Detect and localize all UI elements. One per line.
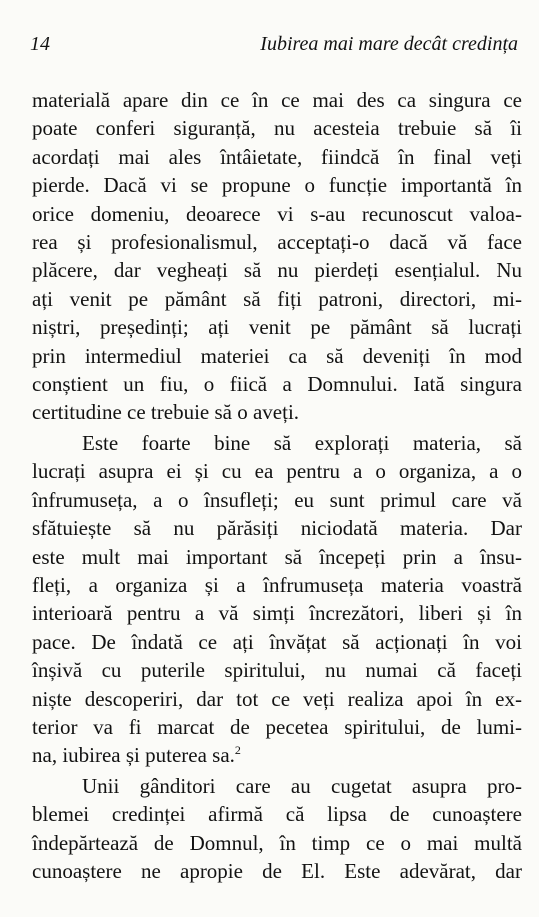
footnote-marker: 2 — [234, 743, 241, 758]
text-line: pierde. Dacă vi se propune o funcție importantă în — [32, 173, 522, 198]
paragraph-1 — [32, 86, 522, 427]
page-header — [30, 30, 518, 58]
page-number: 14 — [30, 33, 50, 55]
text-line: este mult mai important să începeți prin a însu- — [32, 544, 522, 569]
paragraph-3 — [32, 772, 522, 886]
paragraph-2 — [32, 429, 522, 770]
text-line: îndepărtează de Domnul, în timp ce o mai multă — [32, 830, 522, 855]
text-line: fleți, a organiza și a înfrumuseța materia voastră — [32, 572, 522, 597]
text-line: Unii gânditori care au cugetat asupra pro- — [82, 773, 522, 798]
text-line: sfătuiește să nu părăsiți niciodată materia. Dar — [32, 516, 522, 541]
text-line: poate conferi siguranță, nu acesteia trebuie să îi — [32, 116, 522, 141]
text-line: terior va fi marcat de pecetea spiritului, de lumi- — [32, 714, 522, 739]
text-line: rea și profesionalismul, acceptați-o dacă vă face — [32, 230, 522, 255]
text-line: prin intermediul materiei ca să deveniți în mod — [32, 343, 522, 368]
text-line: plăcere, dar vegheați să nu pierdeți esențialul. Nu — [32, 258, 522, 283]
text-line-content: na, iubirea și puterea sa. — [32, 743, 235, 768]
text-line: niștri, președinți; ați venit pe pământ să lucrați — [32, 315, 522, 340]
text-line: certitudine ce trebuie să o aveți. — [32, 400, 300, 425]
text-line: înfrumuseța, a o însufleți; eu sunt primul care vă — [32, 487, 522, 512]
text-line: Este foarte bine să explorați materia, să — [82, 430, 522, 455]
text-line: orice domeniu, deoarece vi s-au recunoscut valoa- — [32, 201, 522, 226]
text-line — [32, 741, 522, 769]
text-line: pace. De îndată ce ați învățat să acționați în voi — [32, 629, 522, 654]
text-line: niște descoperiri, dar tot ce veți realiza apoi în ex- — [32, 686, 522, 711]
text-line: materială apare din ce în ce mai des ca singura ce — [32, 88, 522, 112]
running-title: Iubirea mai mare decât credința — [260, 33, 518, 55]
text-line: acordați mai ales întâietate, fiindcă în final veți — [32, 144, 522, 169]
text-line: conștient un fiu, o fiică a Domnului. Iată singura — [32, 372, 522, 397]
text-line: interioară pentru a vă simți încrezători, liberi și în — [32, 601, 522, 626]
text-line: cunoaștere ne apropie de El. Este adevărat, dar — [32, 858, 522, 883]
text-line: înșivă cu puterile spiritului, nu numai că faceți — [32, 658, 522, 683]
text-line: blemei credinței afirmă că lipsa de cunoaștere — [32, 802, 522, 827]
text-line: lucrați asupra ei și cu ea pentru a o organiza, a o — [32, 459, 522, 484]
text-line: ați venit pe pământ să fiți patroni, directori, mi- — [32, 286, 522, 311]
body-text — [32, 86, 522, 885]
